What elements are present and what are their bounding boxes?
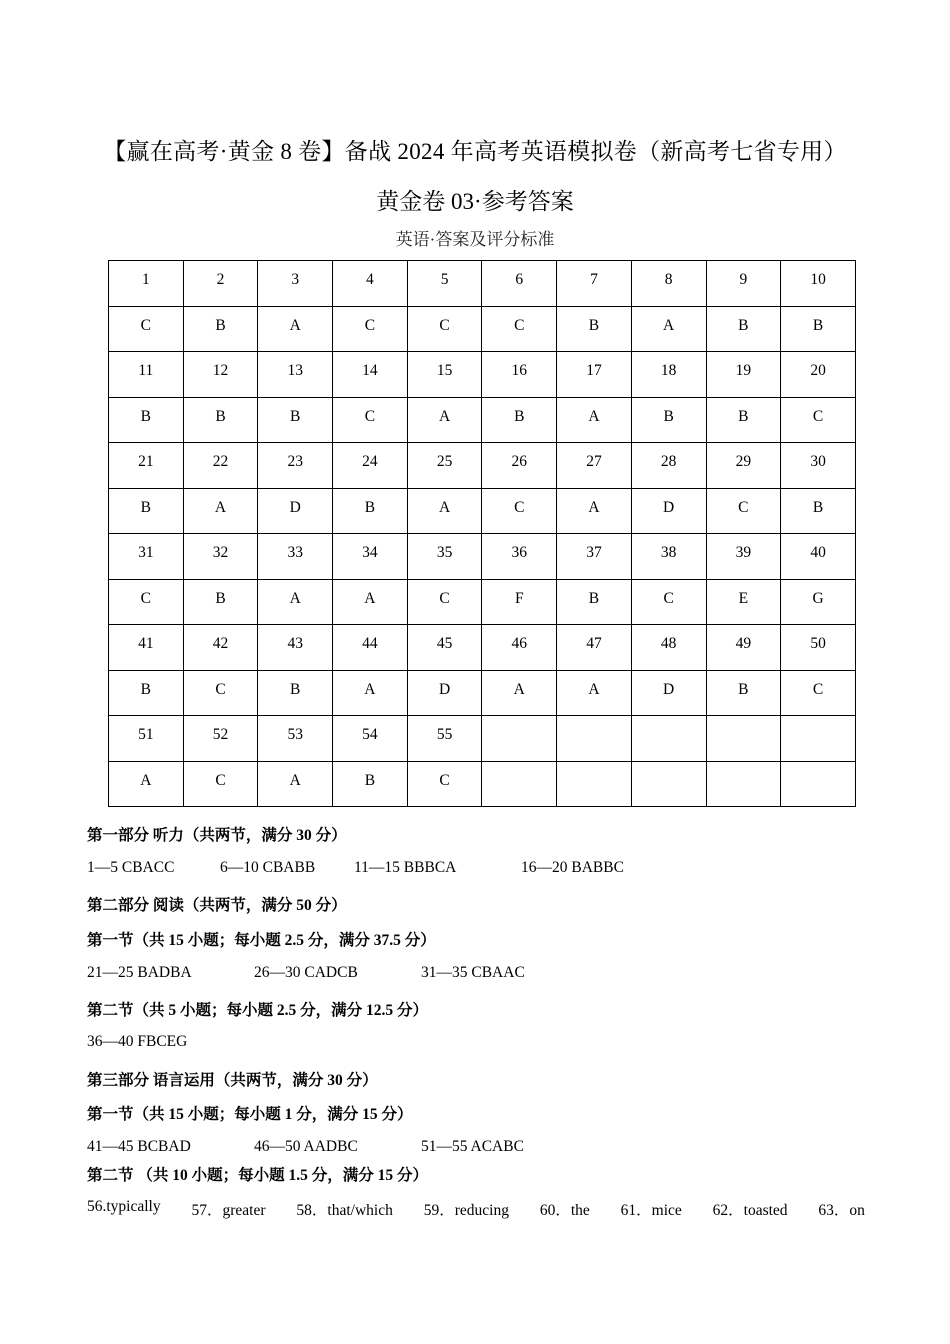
answer-group: 6—10 CBABB [220,859,316,876]
answer-cell: A [183,488,258,534]
part3-section1-heading: 第一节（共 15 小题；每小题 1 分，满分 15 分） [87,1106,413,1123]
question-number-cell: 23 [258,443,333,489]
answer-cell: G [781,579,856,625]
answer-cell [631,761,706,807]
answer-cell: A [631,306,706,352]
part2-section2-heading: 第二节（共 5 小题；每小题 2.5 分，满分 12.5 分） [87,1002,429,1019]
document-title: 【赢在高考·黄金 8 卷】备战 2024 年高考英语模拟卷（新高考七省专用） [103,139,847,164]
answer-cell: A [482,670,557,716]
answer-key-row [109,579,856,625]
answer-cell: C [631,579,706,625]
question-number-row [109,261,856,307]
cloze-answer: 57．greater [191,1202,266,1219]
question-number-cell: 29 [706,443,781,489]
question-number-cell: 15 [407,352,482,398]
answer-cell: D [631,488,706,534]
answer-cell: F [482,579,557,625]
question-number-cell: 3 [258,261,333,307]
question-number-cell: 50 [781,625,856,671]
answer-cell: B [109,397,184,443]
question-number-cell [557,716,632,762]
cloze-answer: 56.typically [87,1198,161,1215]
answer-group: 16—20 BABBC [521,859,624,876]
question-number-cell: 47 [557,625,632,671]
answer-cell: C [109,579,184,625]
part3-heading: 第三部分 语言运用（共两节，满分 30 分） [87,1072,378,1089]
question-number-cell: 51 [109,716,184,762]
answer-cell: A [407,488,482,534]
question-number-cell: 16 [482,352,557,398]
part3-section2-heading: 第二节 （共 10 小题；每小题 1.5 分，满分 15 分） [87,1167,429,1184]
answer-cell: C [781,670,856,716]
answer-cell [706,761,781,807]
answer-cell: B [706,306,781,352]
answer-cell [781,761,856,807]
question-number-cell: 37 [557,534,632,580]
answer-cell: B [482,397,557,443]
question-number-cell: 39 [706,534,781,580]
question-number-cell: 48 [631,625,706,671]
answer-cell: C [482,306,557,352]
cloze-answer: 63．on [818,1202,865,1219]
answer-cell: C [407,579,482,625]
question-number-cell: 17 [557,352,632,398]
question-number-cell: 27 [557,443,632,489]
part2-section2-answers [87,1033,187,1051]
question-number-cell: 5 [407,261,482,307]
question-number-cell: 20 [781,352,856,398]
answer-cell: C [333,397,408,443]
answer-cell: A [333,670,408,716]
answer-cell: A [557,397,632,443]
question-number-cell: 21 [109,443,184,489]
part1-heading: 第一部分 听力（共两节，满分 30 分） [87,827,347,844]
answer-cell: B [109,670,184,716]
answer-cell: B [557,579,632,625]
answer-cell: C [407,761,482,807]
answer-cell: A [258,306,333,352]
question-number-cell [781,716,856,762]
part3-section2-answers [87,1198,865,1220]
cloze-answer: 59．reducing [423,1202,509,1219]
part2-section1-answers [87,964,787,984]
answer-cell: E [706,579,781,625]
answer-cell: C [706,488,781,534]
question-number-cell: 11 [109,352,184,398]
question-number-cell: 42 [183,625,258,671]
answer-cell: C [109,306,184,352]
question-number-row [109,716,856,762]
question-number-cell: 31 [109,534,184,580]
answer-cell: B [183,579,258,625]
answer-group: 21—25 BADBA [87,964,192,981]
answer-cell [557,761,632,807]
answer-group: 11—15 BBBCA [354,859,457,876]
answer-group: 41—45 BCBAD [87,1138,191,1155]
answer-cell: A [407,397,482,443]
answer-cell: B [781,488,856,534]
answer-cell: B [706,397,781,443]
answer-cell: A [557,670,632,716]
question-number-cell: 54 [333,716,408,762]
answer-cell: D [258,488,333,534]
cloze-answer: 58．that/which [296,1202,393,1219]
answer-key-row [109,397,856,443]
question-number-cell: 24 [333,443,408,489]
answer-key-row [109,306,856,352]
scoring-caption: 英语·答案及评分标准 [395,230,555,249]
question-number-cell: 4 [333,261,408,307]
answer-group: 51—55 ACABC [421,1138,524,1155]
answer-cell: B [258,397,333,443]
question-number-cell: 44 [333,625,408,671]
answer-cell: C [407,306,482,352]
question-number-row [109,443,856,489]
question-number-cell: 8 [631,261,706,307]
answer-group: 46—50 AADBC [254,1138,358,1155]
question-number-cell: 38 [631,534,706,580]
answer-cell: D [407,670,482,716]
answer-cell: B [258,670,333,716]
question-number-cell: 49 [706,625,781,671]
answer-cell: A [557,488,632,534]
question-number-cell: 45 [407,625,482,671]
question-number-cell: 33 [258,534,333,580]
answer-cell: B [631,397,706,443]
question-number-cell: 55 [407,716,482,762]
part1-answers [87,859,787,879]
question-number-cell: 35 [407,534,482,580]
answer-group: 26—30 CADCB [254,964,358,981]
question-number-cell: 41 [109,625,184,671]
question-number-cell: 32 [183,534,258,580]
question-number-cell: 52 [183,716,258,762]
document-subtitle: 黄金卷 03·参考答案 [376,189,574,214]
question-number-cell: 1 [109,261,184,307]
question-number-cell: 28 [631,443,706,489]
question-number-cell: 22 [183,443,258,489]
answer-key-row [109,761,856,807]
question-number-cell: 25 [407,443,482,489]
answer-cell: C [333,306,408,352]
cloze-answer: 62．toasted [712,1202,788,1219]
question-number-cell: 18 [631,352,706,398]
question-number-cell: 30 [781,443,856,489]
part2-heading: 第二部分 阅读（共两节，满分 50 分） [87,897,347,914]
question-number-cell: 10 [781,261,856,307]
answer-cell: C [482,488,557,534]
question-number-cell: 9 [706,261,781,307]
question-number-cell: 46 [482,625,557,671]
question-number-cell: 14 [333,352,408,398]
answer-cell: B [333,761,408,807]
answer-cell: B [333,488,408,534]
answer-cell: A [258,761,333,807]
answer-cell: B [183,397,258,443]
question-number-cell: 6 [482,261,557,307]
question-number-row [109,352,856,398]
question-number-cell: 53 [258,716,333,762]
question-number-cell: 13 [258,352,333,398]
question-number-cell: 12 [183,352,258,398]
part3-section1-answers [87,1138,787,1158]
question-number-cell: 19 [706,352,781,398]
answer-group: 36—40 FBCEG [87,1033,188,1050]
answer-cell: A [258,579,333,625]
question-number-cell [482,716,557,762]
cloze-answer: 61．mice [620,1202,682,1219]
answer-cell: B [109,488,184,534]
answer-cell: C [781,397,856,443]
answer-table [108,260,856,807]
answer-cell [482,761,557,807]
answer-cell: D [631,670,706,716]
answer-cell: A [333,579,408,625]
question-number-cell: 34 [333,534,408,580]
answer-cell: C [183,670,258,716]
answer-cell: C [183,761,258,807]
answer-key-row [109,488,856,534]
part2-section1-heading: 第一节（共 15 小题；每小题 2.5 分，满分 37.5 分） [87,932,436,949]
question-number-row [109,534,856,580]
question-number-cell: 36 [482,534,557,580]
answer-cell: B [557,306,632,352]
question-number-cell [631,716,706,762]
question-number-cell [706,716,781,762]
answer-cell: B [781,306,856,352]
answer-cell: B [706,670,781,716]
answer-group: 31—35 CBAAC [421,964,525,981]
answer-cell: B [183,306,258,352]
question-number-cell: 40 [781,534,856,580]
answer-group: 1—5 CBACC [87,859,175,876]
answer-cell: A [109,761,184,807]
question-number-cell: 2 [183,261,258,307]
cloze-answer: 60．the [539,1202,590,1219]
question-number-cell: 43 [258,625,333,671]
answer-key-row [109,670,856,716]
question-number-cell: 26 [482,443,557,489]
question-number-row [109,625,856,671]
question-number-cell: 7 [557,261,632,307]
